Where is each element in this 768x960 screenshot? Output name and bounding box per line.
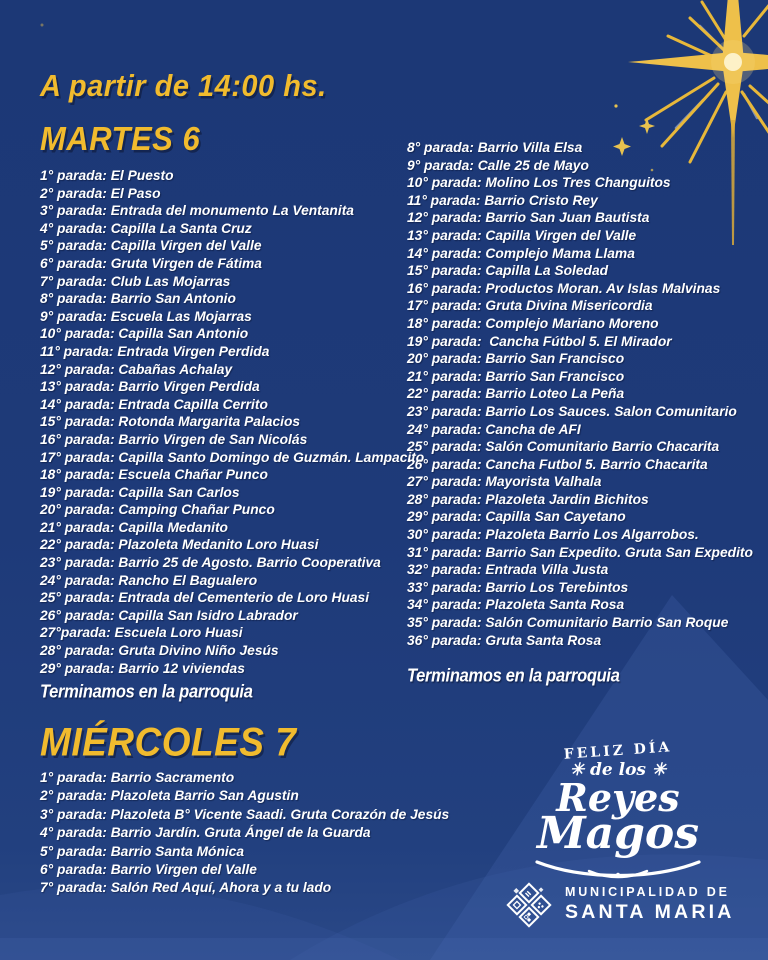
stop-item: 10° parada: Molino Los Tres Changuitos xyxy=(407,175,671,191)
badge-de-los: ✳ de los ✳ xyxy=(569,760,667,780)
stop-item: 26° parada: Capilla San Isidro Labrador xyxy=(40,607,298,623)
stop-item: 4° parada: Capilla La Santa Cruz xyxy=(40,220,252,236)
miercoles-closing-note: Terminamos en la parroquia xyxy=(407,666,620,687)
martes-title: MARTES 6 xyxy=(40,120,201,158)
stop-item: 9° parada: Calle 25 de Mayo xyxy=(407,157,589,173)
stop-item: 21° parada: Barrio San Francisco xyxy=(407,368,625,384)
stop-item: 25° parada: Entrada del Cementerio de Loro Huasi xyxy=(40,590,370,606)
stop-item: 30° parada: Plazoleta Barrio Los Algarrobos. xyxy=(407,527,699,543)
stop-item: 25° parada: Salón Comunitario Barrio Chacarita xyxy=(407,439,720,455)
stop-item: 31° parada: Barrio San Expedito. Gruta San Expedito xyxy=(407,544,753,560)
stop-item: 20° parada: Barrio San Francisco xyxy=(407,351,625,367)
miercoles-continued-stop-list xyxy=(407,139,768,649)
stop-item: 29° parada: Capilla San Cayetano xyxy=(407,509,626,525)
stop-item: 1° parada: El Puesto xyxy=(40,168,174,183)
stop-item: 8° parada: Barrio Villa Elsa xyxy=(407,140,583,155)
stop-item: 12° parada: Cabañas Achalay xyxy=(40,361,233,377)
stop-item: 8° parada: Barrio San Antonio xyxy=(40,291,236,307)
municipality-name xyxy=(565,885,735,924)
municipality-line1: MUNICIPALIDAD DE xyxy=(565,884,730,899)
municipality-line2: SANTA MARIA xyxy=(565,900,735,923)
stop-item: 21° parada: Capilla Medanito xyxy=(40,519,228,535)
stop-item: 7° parada: Club Las Mojarras xyxy=(40,273,231,289)
stop-item: 27° parada: Mayorista Valhala xyxy=(407,474,602,490)
stop-item: 24° parada: Cancha de AFI xyxy=(407,421,581,437)
stop-item: 22° parada: Barrio Loteo La Peña xyxy=(407,386,625,402)
stop-item: 15° parada: Capilla La Soledad xyxy=(407,263,609,279)
stop-item: 17° parada: Capilla Santo Domingo de Guzmán. Lampacito xyxy=(40,449,425,465)
stop-item: 12° parada: Barrio San Juan Bautista xyxy=(407,210,650,226)
stop-item: 22° parada: Plazoleta Medanito Loro Huasi xyxy=(40,537,319,553)
stop-item: 16° parada: Productos Moran. Av Islas Malvinas xyxy=(407,280,721,296)
stop-item: 35° parada: Salón Comunitario Barrio San Roque xyxy=(407,615,729,631)
stop-item: 36° parada: Gruta Santa Rosa xyxy=(407,632,602,648)
stop-item: 23° parada: Barrio Los Sauces. Salon Comunitario xyxy=(407,403,737,419)
stop-item: 4° parada: Barrio Jardín. Gruta Ángel de la Guarda xyxy=(40,825,371,841)
stop-item: 17° parada: Gruta Divina Misericordia xyxy=(407,298,653,314)
stop-item: 9° parada: Escuela Las Mojarras xyxy=(40,308,252,324)
stop-item: 19° parada: Capilla San Carlos xyxy=(40,484,240,500)
stop-item: 20° parada: Camping Chañar Punco xyxy=(40,502,275,518)
stop-item: 6° parada: Barrio Virgen del Valle xyxy=(40,862,257,878)
stop-item: 23° parada: Barrio 25 de Agosto. Barrio Cooperativa xyxy=(40,555,381,571)
stop-item: 5° parada: Capilla Virgen del Valle xyxy=(40,238,262,254)
stop-item: 7° parada: Salón Red Aquí, Ahora y a tu lado xyxy=(40,880,332,896)
stop-item: 27°parada: Escuela Loro Huasi xyxy=(40,625,243,641)
stop-item: 26° parada: Cancha Futbol 5. Barrio Chacarita xyxy=(407,456,708,472)
stop-item: 2° parada: Plazoleta Barrio San Agustin xyxy=(40,788,299,804)
stop-item: 29° parada: Barrio 12 viviendas xyxy=(40,660,245,676)
stop-item: 11° parada: Entrada Virgen Perdida xyxy=(40,343,270,359)
stop-item: 1° parada: Barrio Sacramento xyxy=(40,770,235,785)
stop-item: 11° parada: Barrio Cristo Rey xyxy=(407,192,598,208)
stop-item: 13° parada: Capilla Virgen del Valle xyxy=(407,227,637,243)
stop-item: 28° parada: Plazoleta Jardin Bichitos xyxy=(407,491,649,507)
stop-item: 15° parada: Rotonda Margarita Palacios xyxy=(40,414,301,430)
start-time-note: A partir de 14:00 hs. xyxy=(40,70,327,104)
stop-item: 33° parada: Barrio Los Terebintos xyxy=(407,579,629,595)
stop-item: 16° parada: Barrio Virgen de San Nicolás xyxy=(40,431,308,447)
stop-item: 3° parada: Entrada del monumento La Ventanita xyxy=(40,203,354,219)
stop-item: 6° parada: Gruta Virgen de Fátima xyxy=(40,255,262,271)
miercoles-stop-list xyxy=(40,769,450,898)
stop-item: 3° parada: Plazoleta B° Vicente Saadi. Gruta Corazón de Jesús xyxy=(40,806,450,822)
municipality-logo xyxy=(503,876,735,932)
miercoles-title: MIÉRCOLES 7 xyxy=(40,720,297,765)
reyes-magos-badge xyxy=(518,739,718,885)
badge-feliz-dia: FELIZ DÍA xyxy=(563,739,673,763)
stop-item: 10° parada: Capilla San Antonio xyxy=(40,326,249,342)
stop-item: 13° parada: Barrio Virgen Perdida xyxy=(40,379,260,395)
municipality-diamond-icon xyxy=(503,876,555,932)
stop-item: 19° parada: Cancha Fútbol 5. El Mirador xyxy=(407,333,672,349)
stop-item: 2° parada: El Paso xyxy=(40,185,161,201)
stop-item: 14° parada: Complejo Mama Llama xyxy=(407,245,635,261)
stop-item: 34° parada: Plazoleta Santa Rosa xyxy=(407,597,625,613)
stop-item: 24° parada: Rancho El Bagualero xyxy=(40,572,258,588)
stop-item: 32° parada: Entrada Villa Justa xyxy=(407,562,609,578)
stop-item: 14° parada: Entrada Capilla Cerrito xyxy=(40,396,268,412)
stop-item: 5° parada: Barrio Santa Mónica xyxy=(40,843,245,859)
stop-item: 18° parada: Escuela Chañar Punco xyxy=(40,467,268,483)
badge-reyes: Reyes xyxy=(556,775,680,820)
martes-closing-note: Terminamos en la parroquia xyxy=(40,682,253,703)
martes-stop-list xyxy=(40,167,425,677)
stop-item: 28° parada: Gruta Divino Niño Jesús xyxy=(40,643,279,659)
stop-item: 18° parada: Complejo Mariano Moreno xyxy=(407,315,659,331)
badge-magos: Magos xyxy=(536,808,700,859)
